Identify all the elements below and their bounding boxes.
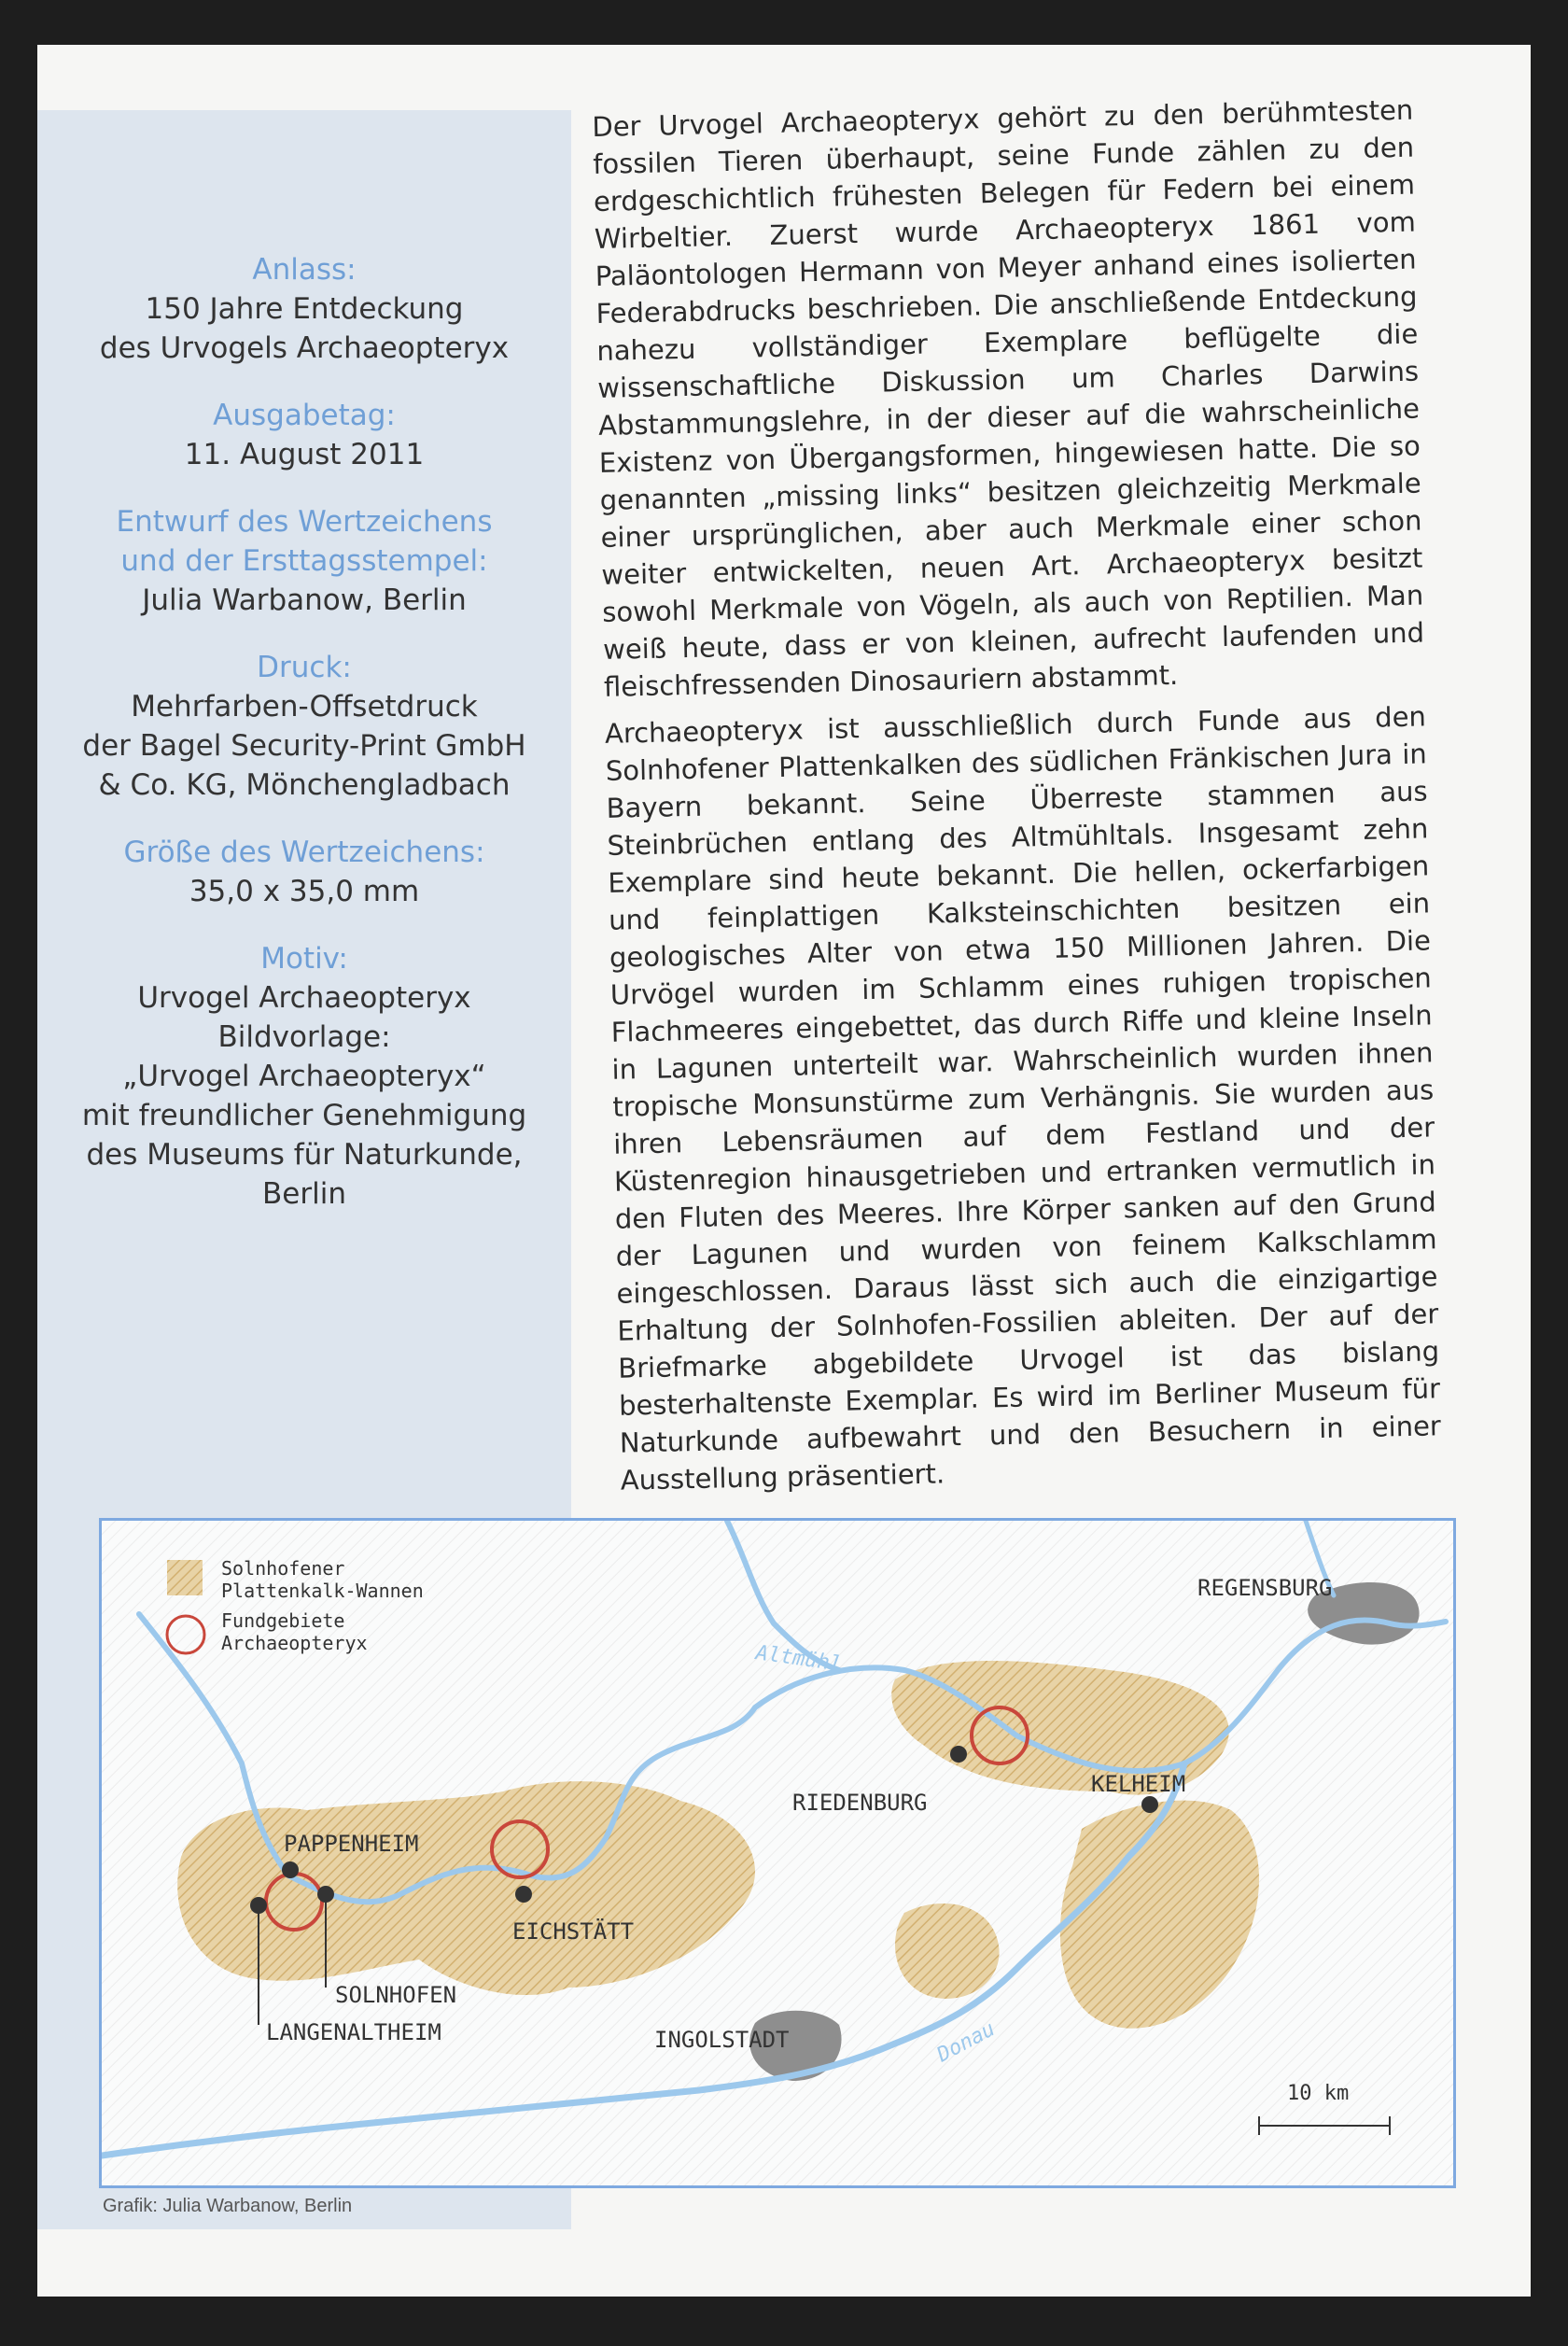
label-regensburg: REGENSBURG <box>1197 1575 1333 1601</box>
info-label: Entwurf des Wertzeichens und der Ersttagsstempel: <box>116 505 493 578</box>
label-langenaltheim: LANGENALTHEIM <box>266 2019 441 2045</box>
info-value: Urvogel Archaeopteryx Bildvorlage: „Urvogel Archaeopteryx“ mit freundlicher Genehmigung des Museums für Naturkunde, Berlin <box>81 981 527 1211</box>
info-label: Motiv: <box>260 942 348 976</box>
info-value: 11. August 2011 <box>184 438 425 471</box>
label-ingolstadt: INGOLSTADT <box>654 2027 790 2053</box>
info-label: Anlass: <box>252 253 357 287</box>
eichstaett-dot <box>515 1886 532 1903</box>
info-label: Größe des Wertzeichens: <box>123 836 485 869</box>
map <box>99 1518 1456 2188</box>
info-list <box>37 250 571 1242</box>
info-value: Julia Warbanow, Berlin <box>142 583 467 617</box>
label-altmuehl: Altmühl <box>754 1641 844 1677</box>
info-value: Mehrfarben-Offsetdruck der Bagel Security-Print GmbH & Co. KG, Mönchengladbach <box>82 690 526 802</box>
info-label: Druck: <box>257 651 352 684</box>
basin-small <box>895 1903 1000 1999</box>
legend-basin-swatch <box>167 1560 203 1595</box>
label-eichstaett: EICHSTÄTT <box>512 1918 635 1945</box>
basin-west <box>177 1781 755 1995</box>
info-item-druck <box>37 648 571 805</box>
label-pappenheim: PAPPENHEIM <box>284 1831 419 1857</box>
info-value: 35,0 x 35,0 mm <box>189 875 420 908</box>
info-item-groesse <box>37 833 571 911</box>
map-graphic <box>102 1521 1453 2185</box>
legend-basin-label: Solnhofener Plattenkalk-Wannen <box>221 1557 424 1602</box>
article-paragraph: Der Urvogel Archaeopteryx gehört zu den berühmtesten fossilen Tieren überhaupt, seine Funde zählen zu den erdgeschichtlich frühesten Belegen für Federn bei einem Wirbeltier. Zuerst wurde Archaeopteryx 1861 vom Paläontologen Hermann von Meyer anhand eines isolierten Federabdrucks beschrieben. Die anschließende Entdeckung nahezu vollständiger Exemplare beflügelte die wissenschaftliche Diskussion um Charles Darwins Abstammungslehre, in der dieser auf die wahrscheinliche Existenz von Übergangsformen, hingewiesen hatte. Die so genannten „missing links“ besitzen gleichzeitig Merkmale einer ursprünglichen, aber auch Merkmale einer schon weiter entwickelten, neuen Art. Archaeopteryx besitzt sowohl Merkmale von Vögeln, als auch von Reptilien. Man weiß heute, dass er von kleinen, aufrecht laufenden und fleischfressenden Dinosauriern abstammt. <box>592 93 1425 703</box>
article-text <box>592 91 1442 1509</box>
riedenburg-dot <box>950 1746 967 1763</box>
label-solnhofen: SOLNHOFEN <box>335 1982 457 2008</box>
pappenheim-dot <box>282 1861 299 1878</box>
info-label: Ausgabetag: <box>213 399 396 432</box>
page <box>37 45 1531 2297</box>
info-item-anlass <box>37 250 571 368</box>
kelheim-dot <box>1141 1796 1158 1813</box>
scale-label: 10 km <box>1287 2082 1350 2105</box>
graphic-credit: Grafik: Julia Warbanow, Berlin <box>103 2196 353 2216</box>
label-donau: Donau <box>933 2017 1000 2068</box>
info-item-entwurf <box>37 502 571 620</box>
info-item-motiv <box>37 939 571 1214</box>
label-kelheim: KELHEIM <box>1091 1771 1186 1797</box>
info-value: 150 Jahre Entdeckung des Urvogels Archaeopteryx <box>99 292 510 365</box>
info-item-ausgabetag <box>37 396 571 474</box>
article-paragraph: Archaeopteryx ist ausschließlich durch Funde aus den Solnhofener Plattenkalken des südlichen Fränkischen Jura in Bayern bekannt. Seine Überreste stammen aus Steinbrüchen entlang des Altmühltals. Insgesamt zehn Exemplare sind heute bekannt. Die hellen, ockerfarbigen und feinplattigen Kalksteinschichten besitzen ein geologisches Alter von etwa 150 Millionen Jahren. Die Urvögel wurden im Schlamm eines ruhigen tropischen Flachmeeres eingebettet, das durch Riffe und kleine Inseln in Lagunen unterteilt war. Wahrscheinlich wurden ihnen tropische Monsunstürme zum Verhängnis. Sie wurden aus ihren Lebensräumen auf dem Festland und der Küstenregion hinausgetrieben und ertranken vermutlich in den Fluten des Meeres. Ihre Körper sanken auf den Grund der Lagunen und wurden von feinem Kalkschlamm eingeschlossen. Daraus lässt sich auch die einzigartige Erhaltung der Solnhofen-Fossilien ableiten. Der auf der Briefmarke abgebildete Urvogel ist das bislang besterhaltenste Exemplar. Es wird im Berliner Museum für Naturkunde aufbewahrt und den Besuchern in einer Ausstellung präsentiert. <box>604 700 1442 1496</box>
legend-site-label: Fundgebiete Archaeopteryx <box>221 1609 368 1654</box>
label-riedenburg: RIEDENBURG <box>792 1790 928 1816</box>
